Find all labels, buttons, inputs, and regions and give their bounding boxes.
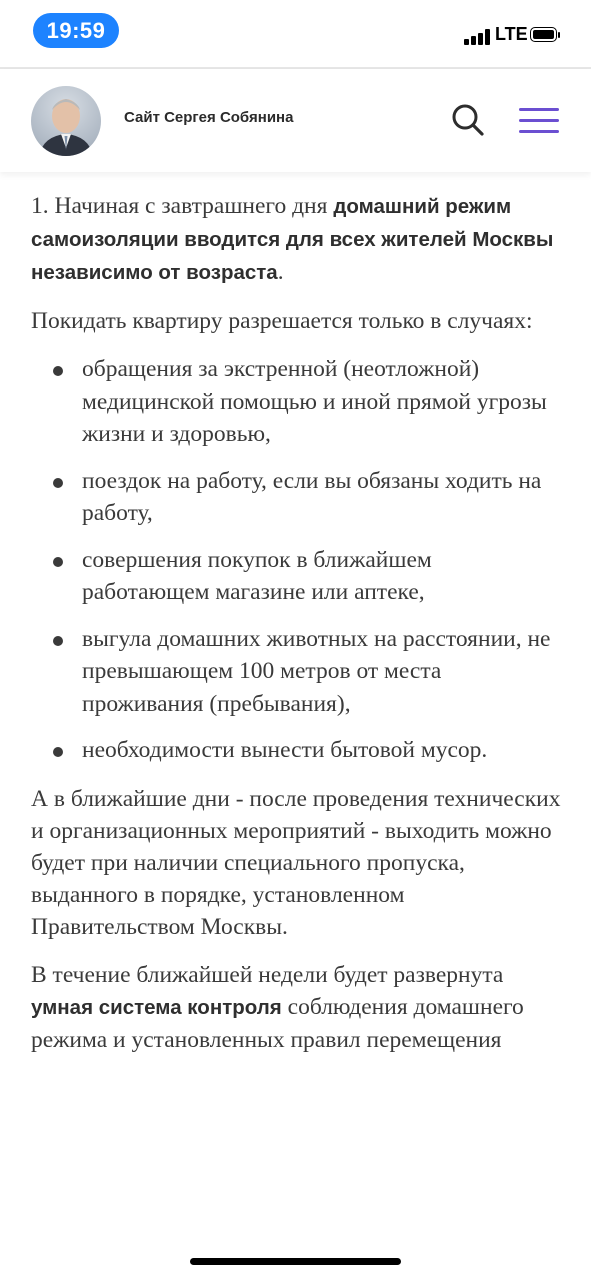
bullet-icon (53, 366, 63, 376)
article-paragraph-1: 1. Начиная с завтрашнего дня домашний режим самоизоляции вводится для всех жителей Москвы независимо от возраста. (31, 193, 554, 285)
bullet-icon (53, 557, 63, 567)
battery-icon (530, 27, 561, 44)
list-item: совершения покупок в ближайшем работающем магазине или аптеке, (31, 544, 561, 609)
search-button[interactable] (448, 100, 488, 140)
list-item: выгула домашних животных на расстоянии, не превышающем 100 метров от места проживания (пребывания), (31, 623, 561, 721)
list-item: обращения за экстренной (неотложной) медицинской помощью и иной прямой угрозы жизни и здоровью, (31, 353, 561, 451)
network-type-label: LTE (495, 24, 528, 44)
cellular-signal-icon (464, 29, 492, 45)
menu-button[interactable] (516, 103, 562, 139)
site-title[interactable]: Сайт Сергея Собянина (124, 109, 294, 126)
bullet-icon (53, 636, 63, 646)
article-paragraph-2: Покидать квартиру разрешается только в случаях: (31, 308, 533, 334)
article-body (31, 190, 561, 1072)
avatar[interactable] (31, 86, 101, 156)
list-item: поездок на работу, если вы обязаны ходить на работу, (31, 465, 561, 530)
search-icon (448, 100, 488, 140)
article-paragraph-4: В течение ближайшей недели будет развернута умная система контроля соблюдения домашнего режима и установленных правил перемещения (31, 961, 524, 1053)
list-item: необходимости вынести бытовой мусор. (31, 734, 561, 767)
site-header (0, 69, 591, 172)
article-paragraph-3: А в ближайшие дни - после проведения технических и организационных мероприятий - выходить можно будет при наличии специального пропуска, выданного в порядке, установленном Правительством Москвы. (31, 785, 561, 940)
allowed-cases-list (31, 353, 561, 767)
home-indicator[interactable] (190, 1258, 401, 1265)
highlight-text: домашний режим самоизоляции вводится для всех жителей Москвы независимо от возраста (31, 195, 554, 284)
status-bar (0, 0, 591, 68)
status-time: 19:59 (33, 13, 119, 48)
bullet-icon (53, 747, 63, 757)
hamburger-menu-icon (516, 103, 562, 139)
highlight-text: умная система контроля (31, 995, 282, 1019)
bullet-icon (53, 478, 63, 488)
